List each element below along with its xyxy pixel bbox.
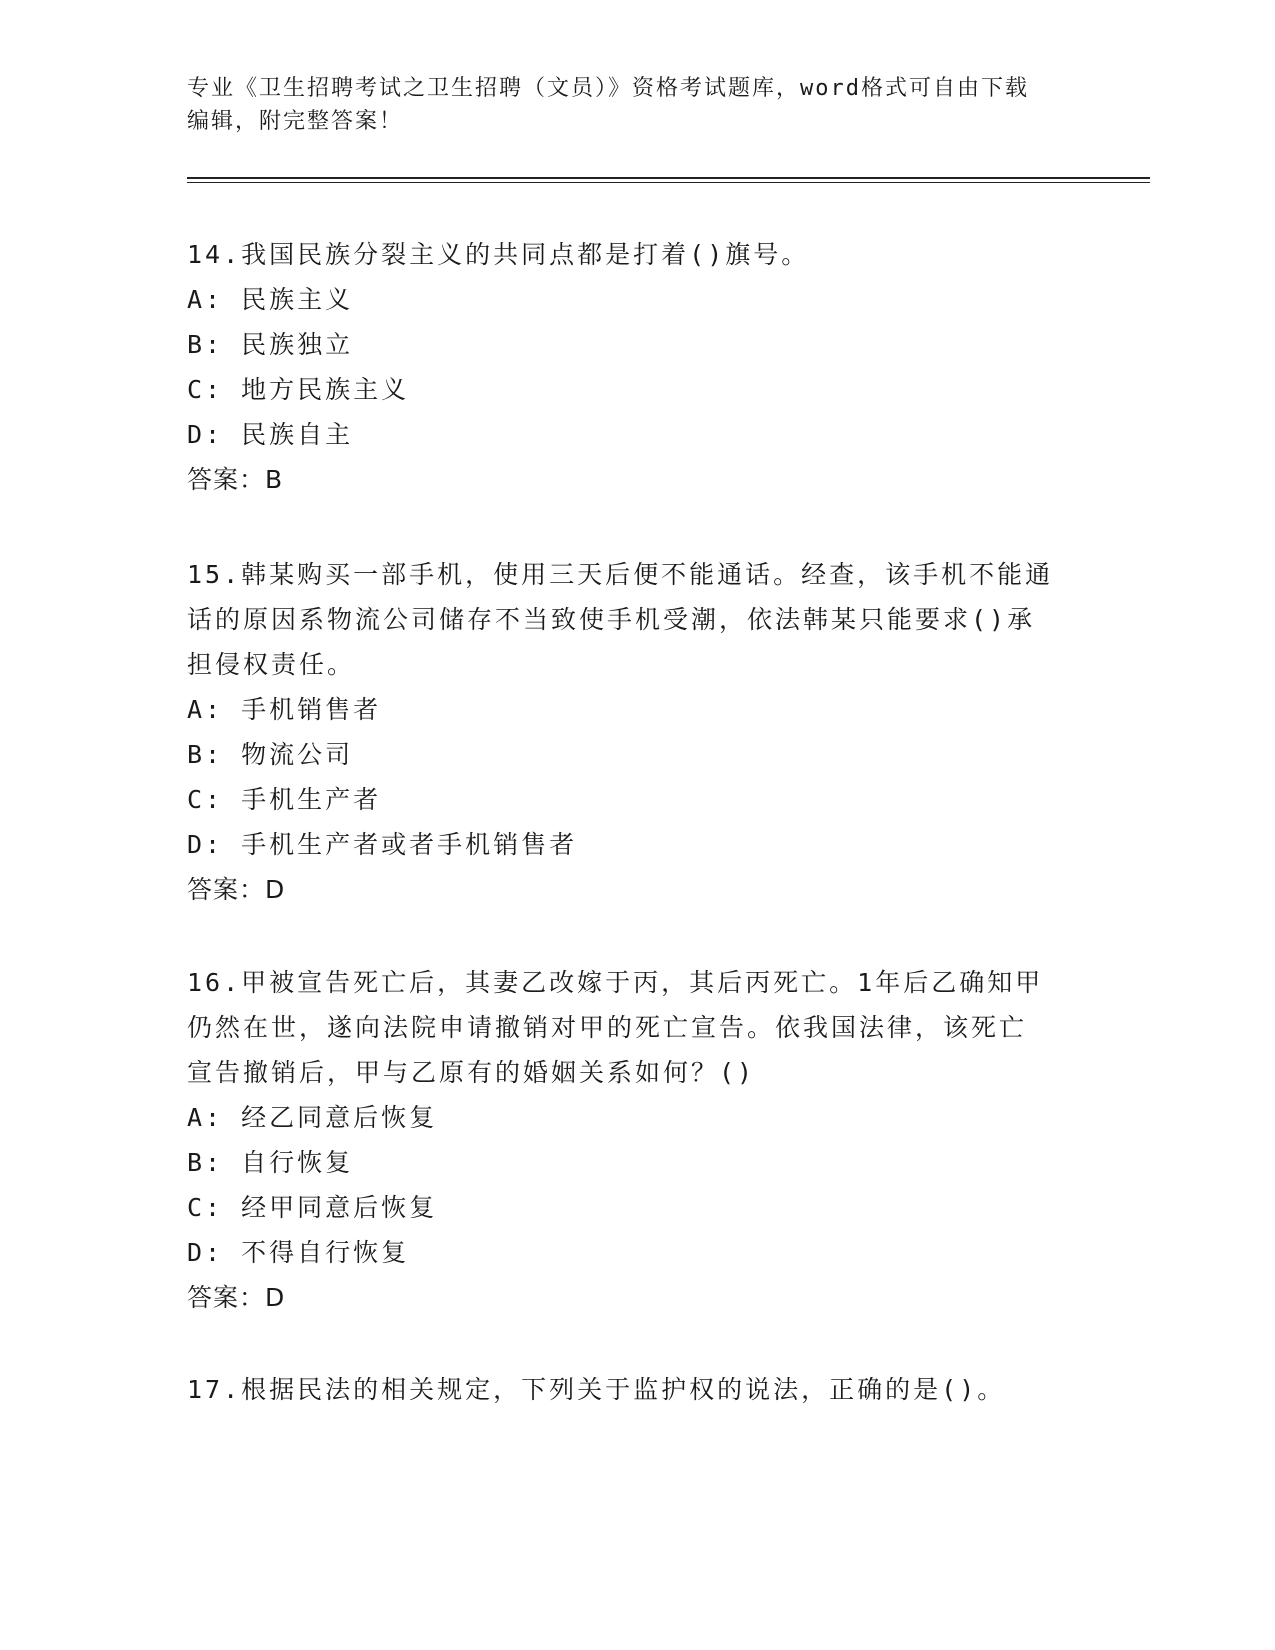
question-stem-line-1: 15.韩某购买一部手机，使用三天后便不能通话。经查，该手机不能通 <box>187 560 1054 589</box>
question-stem-line-3: 担侵权责任。 <box>187 650 356 679</box>
question-14 <box>187 232 1087 502</box>
option-b: B: 物流公司 <box>187 740 354 769</box>
answer: 答案：B <box>187 465 284 494</box>
question-stem-line-1: 16.甲被宣告死亡后，其妻乙改嫁于丙，其后丙死亡。1年后乙确知甲 <box>187 968 1044 997</box>
option-b: B: 民族独立 <box>187 330 354 359</box>
header-line-1: 专业《卫生招聘考试之卫生招聘（文员）》资格考试题库，word格式可自由下载 <box>187 76 1029 101</box>
header-divider-thick <box>187 177 1150 179</box>
answer: 答案：D <box>187 1283 286 1312</box>
question-stem: 17.根据民法的相关规定，下列关于监护权的说法，正确的是()。 <box>187 1375 1006 1404</box>
option-c: C: 手机生产者 <box>187 785 382 814</box>
option-b: B: 自行恢复 <box>187 1148 354 1177</box>
question-16 <box>187 960 1087 1320</box>
question-stem-line-2: 仍然在世，遂向法院申请撤销对甲的死亡宣告。依我国法律，该死亡 <box>187 1013 1028 1042</box>
question-15 <box>187 552 1087 912</box>
question-17 <box>187 1367 1087 1412</box>
option-c: C: 经甲同意后恢复 <box>187 1193 438 1222</box>
header-divider-thin <box>187 182 1150 183</box>
option-d: D: 不得自行恢复 <box>187 1238 410 1267</box>
option-a: A: 经乙同意后恢复 <box>187 1103 438 1132</box>
question-stem: 14.我国民族分裂主义的共同点都是打着()旗号。 <box>187 240 810 269</box>
question-stem-line-3: 宣告撤销后，甲与乙原有的婚姻关系如何？() <box>187 1058 756 1087</box>
document-header <box>187 72 1067 138</box>
answer: 答案：D <box>187 875 286 904</box>
option-c: C: 地方民族主义 <box>187 375 410 404</box>
option-d: D: 手机生产者或者手机销售者 <box>187 830 578 859</box>
header-line-2: 编辑，附完整答案！ <box>187 109 404 134</box>
option-a: A: 手机销售者 <box>187 695 382 724</box>
option-d: D: 民族自主 <box>187 420 354 449</box>
option-a: A: 民族主义 <box>187 285 354 314</box>
question-stem-line-2: 话的原因系物流公司储存不当致使手机受潮，依法韩某只能要求()承 <box>187 605 1036 634</box>
